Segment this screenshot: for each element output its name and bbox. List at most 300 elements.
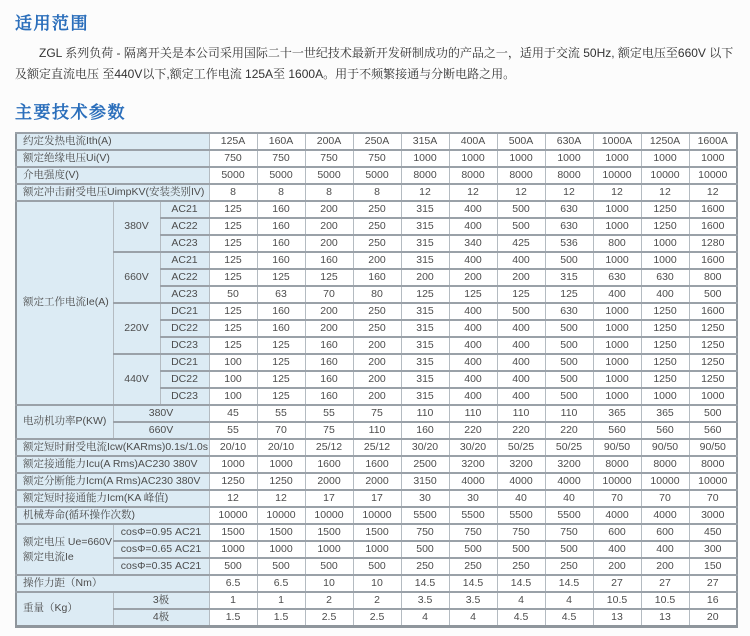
value-cell: 160 — [353, 269, 401, 286]
table-row — [16, 490, 737, 507]
value-cell: 250 — [353, 201, 401, 218]
value-cell: 125 — [209, 269, 257, 286]
row-label: 额定短时接通能力Icm(KA 峰值) — [16, 490, 209, 507]
value-cell: 1000 — [209, 541, 257, 558]
value-cell: 500 — [497, 541, 545, 558]
value-cell: 125 — [257, 388, 305, 405]
value-cell: 2000 — [353, 473, 401, 490]
value-cell: 70 — [305, 286, 353, 303]
value-cell: 1000 — [593, 354, 641, 371]
value-cell: 12 — [497, 184, 545, 201]
value-cell: 750 — [449, 524, 497, 541]
table-row — [16, 456, 737, 473]
value-cell: 560 — [593, 422, 641, 439]
value-cell: 800 — [689, 269, 737, 286]
value-cell: 17 — [305, 490, 353, 507]
value-cell: 55 — [257, 405, 305, 422]
value-cell: 1000 — [689, 388, 737, 405]
value-cell: 1.5 — [209, 609, 257, 627]
value-cell: 630 — [545, 303, 593, 320]
value-cell: 3200 — [545, 456, 593, 473]
voltage-cell: 660V — [113, 422, 209, 439]
value-cell: 160A — [257, 133, 305, 150]
value-cell: 315 — [401, 218, 449, 235]
value-cell: 125 — [257, 371, 305, 388]
value-cell: 200 — [641, 558, 689, 575]
value-cell: 500 — [545, 371, 593, 388]
value-cell: 160 — [257, 218, 305, 235]
table-row — [16, 303, 737, 320]
row-label — [16, 524, 113, 575]
value-cell: 1.5 — [257, 609, 305, 627]
value-cell: 315 — [401, 235, 449, 252]
table-row — [16, 439, 737, 456]
value-cell: 17 — [353, 490, 401, 507]
value-cell: 630 — [545, 218, 593, 235]
value-cell: 125 — [449, 286, 497, 303]
value-cell: 125 — [209, 303, 257, 320]
row-label: 操作力距（Nm） — [16, 575, 209, 592]
value-cell: 55 — [209, 422, 257, 439]
value-cell: 8000 — [593, 456, 641, 473]
value-cell: 6.5 — [209, 575, 257, 592]
cos-phi-cell: cosΦ=0.35 AC21 — [113, 558, 209, 575]
value-cell: 400 — [449, 320, 497, 337]
value-cell: 10 — [353, 575, 401, 592]
value-cell: 1250 — [689, 337, 737, 354]
category-cell: DC21 — [160, 354, 209, 371]
value-cell: 400 — [497, 388, 545, 405]
value-cell: 125 — [401, 286, 449, 303]
table-row — [16, 473, 737, 490]
value-cell: 500 — [449, 541, 497, 558]
value-cell: 30/20 — [449, 439, 497, 456]
value-cell: 8000 — [545, 167, 593, 184]
value-cell: 75 — [353, 405, 401, 422]
table-row — [16, 167, 737, 184]
value-cell: 5000 — [305, 167, 353, 184]
value-cell: 100 — [209, 371, 257, 388]
value-cell: 1000 — [209, 456, 257, 473]
value-cell: 400 — [497, 320, 545, 337]
value-cell: 4 — [449, 609, 497, 627]
value-cell: 5500 — [497, 507, 545, 524]
value-cell: 125 — [209, 320, 257, 337]
value-cell: 250 — [353, 303, 401, 320]
value-cell: 1600 — [353, 456, 401, 473]
value-cell: 200 — [593, 558, 641, 575]
value-cell: 10 — [305, 575, 353, 592]
cos-phi-cell: cosΦ=0.95 AC21 — [113, 524, 209, 541]
value-cell: 750 — [353, 150, 401, 167]
value-cell: 14.5 — [401, 575, 449, 592]
value-cell: 500 — [497, 201, 545, 218]
value-cell: 1000 — [593, 320, 641, 337]
value-cell: 12 — [401, 184, 449, 201]
value-cell: 1250 — [641, 337, 689, 354]
value-cell: 20 — [689, 609, 737, 627]
value-cell: 500 — [257, 558, 305, 575]
table-row — [16, 422, 737, 439]
value-cell: 90/50 — [641, 439, 689, 456]
value-cell: 200 — [353, 252, 401, 269]
value-cell: 600 — [593, 524, 641, 541]
value-cell: 40 — [545, 490, 593, 507]
value-cell: 20/10 — [209, 439, 257, 456]
value-cell: 500 — [497, 218, 545, 235]
value-cell: 400 — [449, 252, 497, 269]
value-cell: 10000 — [353, 507, 401, 524]
table-row — [16, 184, 737, 201]
value-cell: 1000 — [641, 150, 689, 167]
value-cell: 125 — [209, 337, 257, 354]
value-cell: 3.5 — [449, 592, 497, 609]
value-cell: 4 — [401, 609, 449, 627]
value-cell: 1500 — [353, 524, 401, 541]
value-cell: 500 — [689, 405, 737, 422]
table-row — [16, 609, 737, 627]
value-cell: 13 — [641, 609, 689, 627]
value-cell: 200 — [353, 388, 401, 405]
value-cell: 500 — [401, 541, 449, 558]
value-cell: 250 — [545, 558, 593, 575]
value-cell: 400 — [641, 541, 689, 558]
value-cell: 5500 — [449, 507, 497, 524]
value-cell: 1250A — [641, 133, 689, 150]
value-cell: 70 — [593, 490, 641, 507]
value-cell: 8000 — [449, 167, 497, 184]
value-cell: 1000 — [593, 201, 641, 218]
value-cell: 4.5 — [497, 609, 545, 627]
value-cell: 1000 — [305, 541, 353, 558]
value-cell: 1000 — [641, 388, 689, 405]
section-title-scope: 适用范围 — [15, 14, 89, 33]
value-cell: 500 — [497, 303, 545, 320]
value-cell: 14.5 — [449, 575, 497, 592]
value-cell: 500 — [545, 354, 593, 371]
value-cell: 8000 — [641, 456, 689, 473]
category-cell: DC23 — [160, 337, 209, 354]
row-label: 额定冲击耐受电压UimpKV(安装类别IV) — [16, 184, 209, 201]
value-cell: 315 — [401, 371, 449, 388]
value-cell: 100 — [209, 354, 257, 371]
value-cell: 125 — [257, 269, 305, 286]
value-cell: 630A — [545, 133, 593, 150]
value-cell: 160 — [305, 388, 353, 405]
value-cell: 150 — [689, 558, 737, 575]
value-cell: 110 — [353, 422, 401, 439]
value-cell: 90/50 — [593, 439, 641, 456]
table-row — [16, 558, 737, 575]
value-cell: 800 — [593, 235, 641, 252]
row-label: 额定绝缘电压Ui(V) — [16, 150, 209, 167]
value-cell: 4000 — [593, 507, 641, 524]
value-cell: 1000 — [257, 456, 305, 473]
table-row — [16, 150, 737, 167]
value-cell: 500 — [689, 286, 737, 303]
value-cell: 4000 — [545, 473, 593, 490]
category-cell: DC22 — [160, 320, 209, 337]
value-cell: 200 — [497, 269, 545, 286]
value-cell: 1000 — [689, 150, 737, 167]
value-cell: 125 — [305, 269, 353, 286]
row-label: 重量（Kg） — [16, 592, 113, 627]
value-cell: 125 — [209, 218, 257, 235]
value-cell: 160 — [257, 303, 305, 320]
value-cell: 1000 — [593, 218, 641, 235]
value-cell: 125 — [209, 201, 257, 218]
value-cell: 400 — [497, 354, 545, 371]
value-cell: 1600 — [689, 303, 737, 320]
value-cell: 70 — [689, 490, 737, 507]
row-label: 额定分断能力Icm(A Rms)AC230 380V — [16, 473, 209, 490]
value-cell: 4.5 — [545, 609, 593, 627]
pole-cell: 3极 — [113, 592, 209, 609]
value-cell: 250 — [401, 558, 449, 575]
value-cell: 500 — [353, 558, 401, 575]
value-cell: 2.5 — [353, 609, 401, 627]
value-cell: 8000 — [497, 167, 545, 184]
value-cell: 110 — [545, 405, 593, 422]
value-cell: 220 — [545, 422, 593, 439]
value-cell: 1000 — [641, 252, 689, 269]
value-cell: 1250 — [641, 320, 689, 337]
value-cell: 365 — [641, 405, 689, 422]
value-cell: 10000 — [689, 473, 737, 490]
cos-phi-cell: cosΦ=0.65 AC21 — [113, 541, 209, 558]
specs-table — [15, 132, 738, 628]
value-cell: 3200 — [497, 456, 545, 473]
value-cell: 400 — [449, 218, 497, 235]
value-cell: 10000 — [641, 167, 689, 184]
value-cell: 25/12 — [305, 439, 353, 456]
value-cell: 27 — [593, 575, 641, 592]
category-cell: AC21 — [160, 252, 209, 269]
category-cell: DC22 — [160, 371, 209, 388]
value-cell: 2500 — [401, 456, 449, 473]
row-label: 额定短时耐受电流Icw(KARms)0.1s/1.0s — [16, 439, 209, 456]
value-cell: 8 — [209, 184, 257, 201]
value-cell: 160 — [305, 371, 353, 388]
value-cell: 27 — [689, 575, 737, 592]
value-cell: 1250 — [689, 371, 737, 388]
value-cell: 250 — [353, 320, 401, 337]
value-cell: 110 — [497, 405, 545, 422]
value-cell: 10000 — [305, 507, 353, 524]
value-cell: 500 — [545, 252, 593, 269]
value-cell: 14.5 — [497, 575, 545, 592]
value-cell: 1000 — [401, 150, 449, 167]
value-cell: 220 — [497, 422, 545, 439]
value-cell: 200 — [449, 269, 497, 286]
table-row — [16, 592, 737, 609]
category-cell: AC21 — [160, 201, 209, 218]
value-cell: 200A — [305, 133, 353, 150]
value-cell: 25/12 — [353, 439, 401, 456]
value-cell: 1250 — [689, 320, 737, 337]
value-cell: 1250 — [689, 354, 737, 371]
value-cell: 100 — [209, 388, 257, 405]
value-cell: 80 — [353, 286, 401, 303]
value-cell: 1600 — [689, 218, 737, 235]
value-cell: 6.5 — [257, 575, 305, 592]
value-cell: 30 — [449, 490, 497, 507]
value-cell: 340 — [449, 235, 497, 252]
value-cell: 50 — [209, 286, 257, 303]
value-cell: 500 — [545, 337, 593, 354]
value-cell: 500 — [545, 388, 593, 405]
value-cell: 1 — [209, 592, 257, 609]
value-cell: 315 — [401, 388, 449, 405]
value-cell: 8 — [353, 184, 401, 201]
value-cell: 8 — [257, 184, 305, 201]
value-cell: 2 — [353, 592, 401, 609]
value-cell: 4000 — [497, 473, 545, 490]
value-cell: 3000 — [689, 507, 737, 524]
value-cell: 110 — [401, 405, 449, 422]
intro-paragraph: ZGL 系列负荷 - 隔离开关是本公司采用国际二十一世纪技术最新开发研制成功的产品之一，适用于交流 50Hz, 额定电压至660V 以下及额定直流电压 至440V以下,额定工作电流 125A至 1600A。用于不频繁接通与分断电路之用。 — [15, 46, 734, 81]
value-cell: 400 — [593, 286, 641, 303]
value-cell: 1000 — [257, 541, 305, 558]
value-cell: 1250 — [641, 303, 689, 320]
value-cell: 160 — [401, 422, 449, 439]
value-cell: 125 — [209, 252, 257, 269]
value-cell: 750 — [305, 150, 353, 167]
value-cell: 1600 — [689, 252, 737, 269]
value-cell: 200 — [305, 320, 353, 337]
value-cell: 4 — [545, 592, 593, 609]
value-cell: 1000 — [353, 541, 401, 558]
value-cell: 200 — [305, 303, 353, 320]
category-cell: DC23 — [160, 388, 209, 405]
value-cell: 10000 — [593, 473, 641, 490]
value-cell: 400 — [449, 371, 497, 388]
value-cell: 630 — [545, 201, 593, 218]
value-cell: 1280 — [689, 235, 737, 252]
value-cell: 125 — [497, 286, 545, 303]
value-cell: 12 — [545, 184, 593, 201]
value-cell: 1000 — [641, 235, 689, 252]
value-cell: 400 — [641, 286, 689, 303]
value-cell: 1250 — [257, 473, 305, 490]
value-cell: 5500 — [401, 507, 449, 524]
value-cell: 400 — [497, 252, 545, 269]
value-cell: 160 — [257, 201, 305, 218]
value-cell: 8 — [305, 184, 353, 201]
value-cell: 425 — [497, 235, 545, 252]
value-cell: 1250 — [641, 371, 689, 388]
value-cell: 3.5 — [401, 592, 449, 609]
table-row — [16, 354, 737, 371]
value-cell: 750 — [401, 524, 449, 541]
value-cell: 1000 — [593, 303, 641, 320]
value-cell: 1600 — [689, 201, 737, 218]
value-cell: 10000 — [689, 167, 737, 184]
value-cell: 110 — [449, 405, 497, 422]
value-cell: 12 — [257, 490, 305, 507]
value-cell: 1000 — [593, 150, 641, 167]
voltage-cell: 660V — [113, 252, 160, 303]
table-row — [16, 524, 737, 541]
value-cell: 4 — [497, 592, 545, 609]
value-cell: 10000 — [593, 167, 641, 184]
voltage-cell: 380V — [113, 405, 209, 422]
value-cell: 8000 — [401, 167, 449, 184]
value-cell: 1000 — [593, 252, 641, 269]
value-cell: 600 — [641, 524, 689, 541]
voltage-cell: 440V — [113, 354, 160, 405]
table-row — [16, 541, 737, 558]
value-cell: 200 — [305, 201, 353, 218]
section-title-params: 主要技术参数 — [15, 103, 126, 122]
value-cell: 400 — [449, 388, 497, 405]
value-cell: 1000 — [593, 388, 641, 405]
value-cell: 2.5 — [305, 609, 353, 627]
table-row — [16, 575, 737, 592]
row-label: 额定工作电流Ie(A) — [16, 201, 113, 405]
value-cell: 125 — [209, 235, 257, 252]
value-cell: 30/20 — [401, 439, 449, 456]
value-cell: 45 — [209, 405, 257, 422]
value-cell: 1000A — [593, 133, 641, 150]
value-cell: 1 — [257, 592, 305, 609]
table-row — [16, 507, 737, 524]
value-cell: 200 — [353, 337, 401, 354]
value-cell: 560 — [689, 422, 737, 439]
value-cell: 315 — [401, 252, 449, 269]
value-cell: 1250 — [209, 473, 257, 490]
table-row — [16, 133, 737, 150]
value-cell: 125 — [257, 354, 305, 371]
value-cell: 500A — [497, 133, 545, 150]
value-cell: 250 — [497, 558, 545, 575]
value-cell: 20/10 — [257, 439, 305, 456]
value-cell: 500 — [209, 558, 257, 575]
value-cell: 300 — [689, 541, 737, 558]
value-cell: 5500 — [545, 507, 593, 524]
category-cell: AC22 — [160, 269, 209, 286]
value-cell: 5000 — [209, 167, 257, 184]
value-cell: 160 — [257, 320, 305, 337]
value-cell: 90/50 — [689, 439, 737, 456]
value-cell: 10000 — [641, 473, 689, 490]
category-cell: AC23 — [160, 286, 209, 303]
value-cell: 13 — [593, 609, 641, 627]
value-cell: 750 — [497, 524, 545, 541]
value-cell: 2000 — [305, 473, 353, 490]
row-label: 额定接通能力Icu(A Rms)AC230 380V — [16, 456, 209, 473]
value-cell: 1000 — [449, 150, 497, 167]
value-cell: 14.5 — [545, 575, 593, 592]
value-cell: 160 — [257, 252, 305, 269]
value-cell: 16 — [689, 592, 737, 609]
value-cell: 40 — [497, 490, 545, 507]
value-cell: 12 — [593, 184, 641, 201]
value-cell: 50/25 — [497, 439, 545, 456]
value-cell: 50/25 — [545, 439, 593, 456]
row-label: 介电强度(V) — [16, 167, 209, 184]
value-cell: 220 — [449, 422, 497, 439]
value-cell: 125 — [257, 337, 305, 354]
value-cell: 315 — [401, 201, 449, 218]
value-cell: 400 — [593, 541, 641, 558]
row-label: 机械寿命(循环操作次数) — [16, 507, 209, 524]
value-cell: 12 — [641, 184, 689, 201]
value-cell: 200 — [305, 218, 353, 235]
value-cell: 750 — [545, 524, 593, 541]
value-cell: 160 — [257, 235, 305, 252]
value-cell: 8000 — [689, 456, 737, 473]
